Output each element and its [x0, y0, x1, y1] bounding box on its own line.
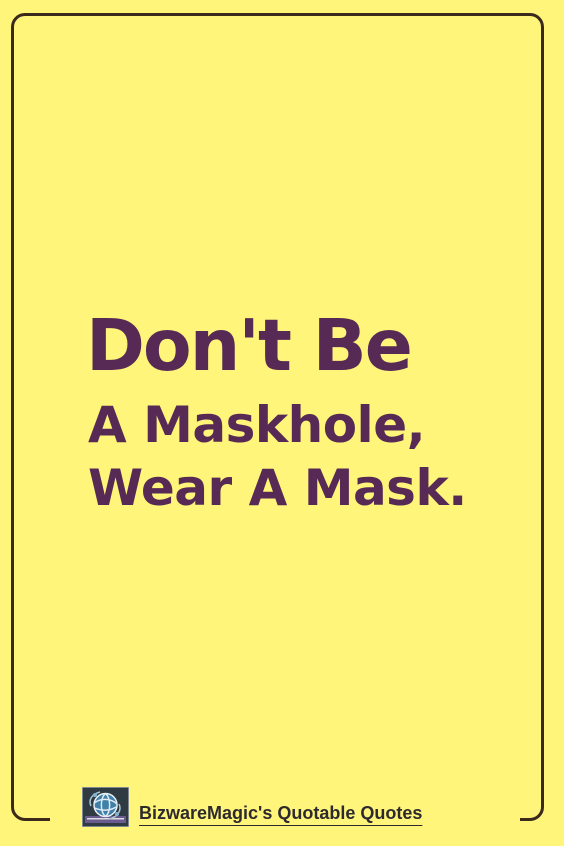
quote-line-2: A Maskhole,	[88, 396, 426, 454]
quote-line-1: Don't Be	[86, 304, 411, 387]
brand-label[interactable]: BizwareMagic's Quotable Quotes	[139, 802, 423, 823]
brand-footer	[82, 787, 422, 827]
quote-line-3: Wear A Mask.	[88, 459, 467, 517]
quote-text	[86, 300, 467, 517]
globe-logo-icon	[82, 787, 129, 827]
